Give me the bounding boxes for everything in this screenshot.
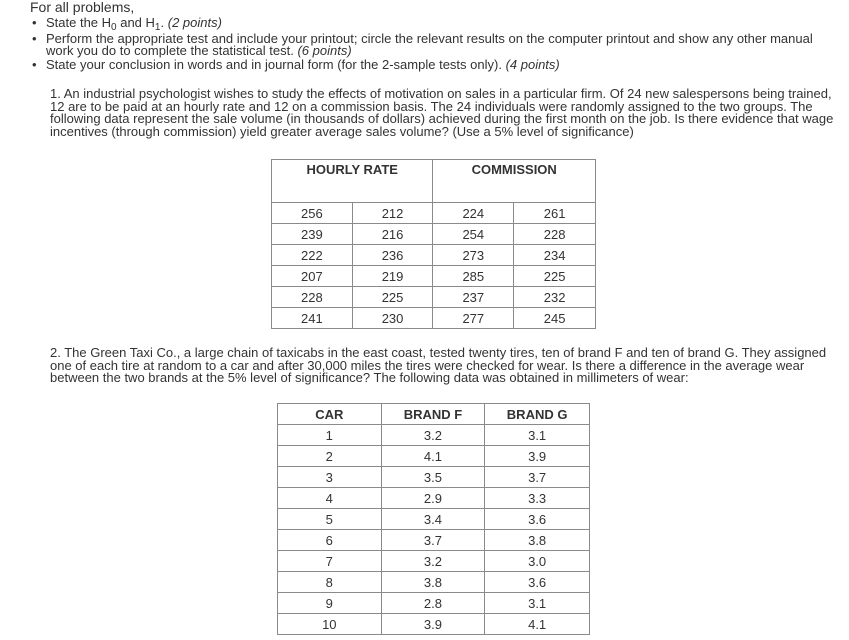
table-cell: 230 — [352, 308, 433, 329]
sales-table — [271, 159, 596, 329]
table-cell: 239 — [272, 224, 353, 245]
table-row — [278, 446, 590, 467]
table-cell: 236 — [352, 245, 433, 266]
table-cell: 232 — [514, 287, 596, 308]
instruction-item — [30, 17, 840, 32]
table-cell: 219 — [352, 266, 433, 287]
instruction-text: State the H — [46, 15, 112, 30]
table-cell: 4 — [278, 488, 382, 509]
table-cell: 245 — [514, 308, 596, 329]
table-cell: 4.1 — [381, 446, 485, 467]
question-2-text: 2. The Green Taxi Co., a large chain of taxicabs in the east coast, tested twenty tires, ten of brand F and ten of brand G. They assigned one of each tire at random to a car and after 30,000 miles the tires were checked for wear. Is there a difference in the average wear between the two brands at the 5% level of significance? The following data was obtained in millimeters of wear: — [50, 345, 827, 385]
table-cell: 3.9 — [485, 446, 590, 467]
points-label: (4 points) — [505, 56, 560, 72]
table-cell: 1 — [278, 425, 382, 446]
table-cell: 225 — [514, 266, 596, 287]
table-cell: 2.9 — [381, 488, 485, 509]
table-cell: 7 — [278, 551, 382, 572]
table-cell: 2 — [278, 446, 382, 467]
table-cell: 3.5 — [381, 467, 485, 488]
table-cell: 9 — [278, 593, 382, 614]
table-row — [278, 509, 590, 530]
bullet-icon: • — [32, 56, 37, 72]
bullet-icon: • — [32, 15, 37, 30]
instruction-text: . — [160, 15, 165, 30]
table-cell: 234 — [514, 245, 596, 266]
table-cell: 4.1 — [485, 614, 590, 635]
intro-heading: For all problems, — [30, 0, 135, 15]
points-label: (2 points) — [167, 15, 222, 30]
table-cell: 3.8 — [485, 530, 590, 551]
table-cell: 212 — [352, 203, 433, 224]
table-row — [272, 287, 596, 308]
header-hourly-rate: HOURLY RATE — [272, 160, 433, 203]
table-cell: 237 — [433, 287, 514, 308]
table-cell: 224 — [433, 203, 514, 224]
header-car: CAR — [278, 404, 382, 425]
header-commission: COMMISSION — [433, 160, 596, 203]
table-cell: 5 — [278, 509, 382, 530]
table-row — [278, 467, 590, 488]
table-cell: 6 — [278, 530, 382, 551]
instruction-text: and H — [116, 15, 155, 30]
bullet-icon: • — [32, 30, 37, 46]
table-cell: 3.6 — [485, 572, 590, 593]
table-cell: 3.8 — [381, 572, 485, 593]
table-cell: 228 — [514, 224, 596, 245]
table-row — [278, 572, 590, 593]
table-cell: 3.1 — [485, 593, 590, 614]
table-cell: 228 — [272, 287, 353, 308]
table-cell: 3.7 — [381, 530, 485, 551]
table-row — [278, 551, 590, 572]
table-cell: 10 — [278, 614, 382, 635]
table-cell: 225 — [352, 287, 433, 308]
table-cell: 3.3 — [485, 488, 590, 509]
table-row — [272, 308, 596, 329]
points-label: (6 points) — [297, 43, 352, 58]
table-cell: 222 — [272, 245, 353, 266]
subscript: 0 — [111, 22, 117, 33]
header-brand-g: BRAND G — [485, 404, 590, 425]
table-row — [278, 593, 590, 614]
table-row — [278, 614, 590, 635]
instruction-item — [30, 30, 840, 58]
table-row — [278, 530, 590, 551]
table-cell: 285 — [433, 266, 514, 287]
table-cell: 273 — [433, 245, 514, 266]
table-cell: 3.0 — [485, 551, 590, 572]
table-cell: 261 — [514, 203, 596, 224]
table-cell: 3.7 — [485, 467, 590, 488]
table-cell: 3.2 — [381, 551, 485, 572]
subscript: 1 — [154, 22, 161, 33]
table-cell: 3.4 — [381, 509, 485, 530]
table-cell: 241 — [272, 308, 353, 329]
table-cell: 254 — [433, 224, 514, 245]
table-row — [272, 245, 596, 266]
table-cell: 3.6 — [485, 509, 590, 530]
question-1-text: 1. An industrial psychologist wishes to study the effects of motivation on sales in a particular firm. Of 24 new salespersons being trained, 12 are to be paid at an hourly rate and 12 on a commission basis. The 24 individuals were randomly assigned to the two groups. The following data represent the sale volume (in thousands of dollars) achieved during the first month on the job. Is there evidence that wage incentives (through commission) yield greater average sales volume? (Use a 5% level of significance) — [50, 86, 834, 139]
table-cell: 207 — [272, 266, 353, 287]
instruction-item — [30, 56, 840, 72]
table-cell: 3.1 — [485, 425, 590, 446]
header-brand-f: BRAND F — [381, 404, 485, 425]
instruction-text: State your conclusion in words and in journal form (for the 2-sample tests only). — [46, 56, 502, 72]
table-cell: 3 — [278, 467, 382, 488]
table-cell: 2.8 — [381, 593, 485, 614]
table-row — [278, 425, 590, 446]
table-cell: 277 — [433, 308, 514, 329]
instruction-text: Perform the appropriate test and include your printout; circle the relevant results on the computer printout and show any other manual work you do to complete the statistical test. — [46, 30, 813, 58]
table-row — [278, 488, 590, 509]
table-cell: 3.9 — [381, 614, 485, 635]
table-cell: 216 — [352, 224, 433, 245]
table-cell: 256 — [272, 203, 353, 224]
table-cell: 8 — [278, 572, 382, 593]
table-row — [272, 224, 596, 245]
tire-wear-table — [277, 403, 590, 635]
table-cell: 3.2 — [381, 425, 485, 446]
table-row — [272, 203, 596, 224]
table-row — [272, 266, 596, 287]
instruction-list — [30, 17, 840, 72]
